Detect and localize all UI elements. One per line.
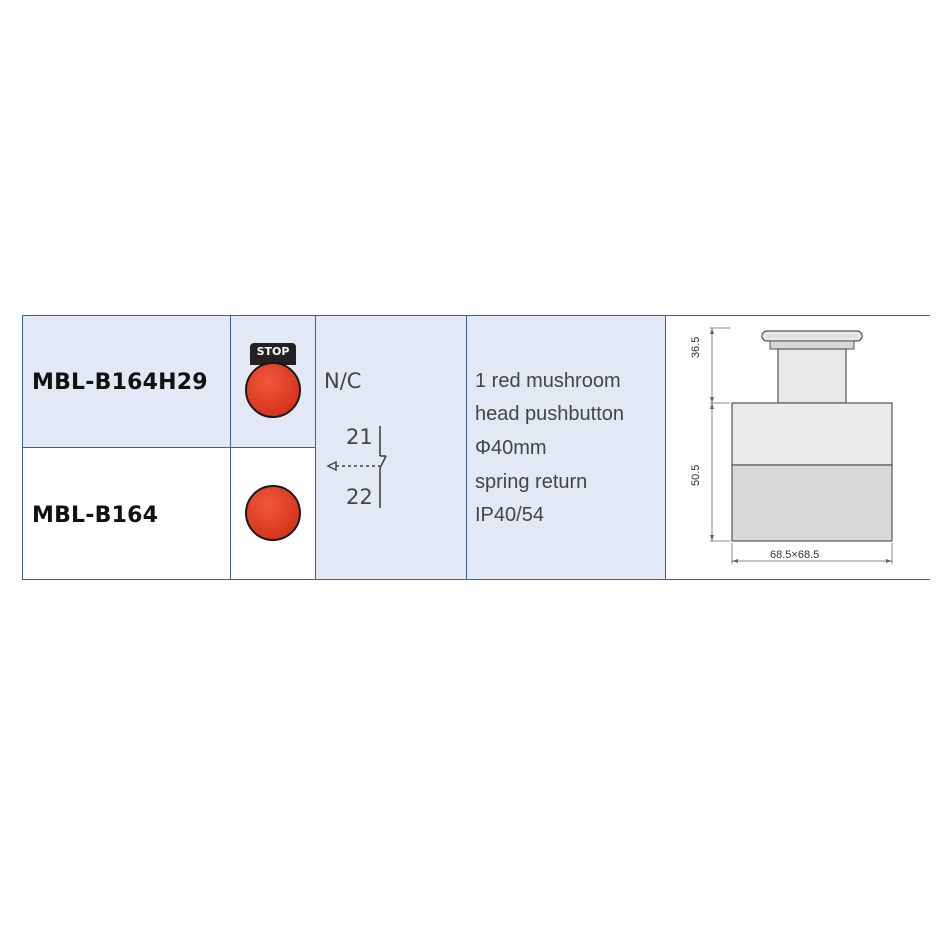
dimension-drawing bbox=[670, 318, 928, 576]
row-divider bbox=[22, 447, 316, 448]
red-mushroom-button-icon bbox=[245, 485, 301, 541]
model-name-row1: MBL-B164H29 bbox=[32, 370, 208, 395]
terminal-21: 21 bbox=[346, 425, 373, 449]
col-divider-2 bbox=[230, 315, 231, 580]
col-divider-1 bbox=[22, 315, 23, 580]
description-line: head pushbutton bbox=[475, 403, 625, 425]
col-divider-4 bbox=[466, 315, 467, 580]
dim-base: 68.5×68.5 bbox=[770, 549, 820, 561]
terminal-22: 22 bbox=[346, 485, 373, 509]
dim-height-bottom: 50.5 bbox=[690, 464, 702, 486]
red-mushroom-button-icon bbox=[245, 362, 301, 418]
table-bottom-border bbox=[22, 579, 930, 580]
model-name-row2: MBL-B164 bbox=[32, 503, 159, 528]
table-top-border bbox=[22, 315, 930, 316]
description-line: spring return bbox=[475, 471, 588, 493]
description-line: 1 red mushroom bbox=[475, 370, 621, 392]
dim-height-top: 36.5 bbox=[690, 336, 702, 358]
nc-contact-symbol-icon bbox=[318, 420, 398, 510]
col-divider-3 bbox=[315, 315, 316, 580]
col-divider-5 bbox=[665, 315, 666, 580]
contact-type: N/C bbox=[324, 369, 362, 393]
description-line: IP40/54 bbox=[475, 504, 544, 526]
description-line: Φ40mm bbox=[475, 437, 547, 459]
stop-label: STOP bbox=[256, 345, 290, 358]
